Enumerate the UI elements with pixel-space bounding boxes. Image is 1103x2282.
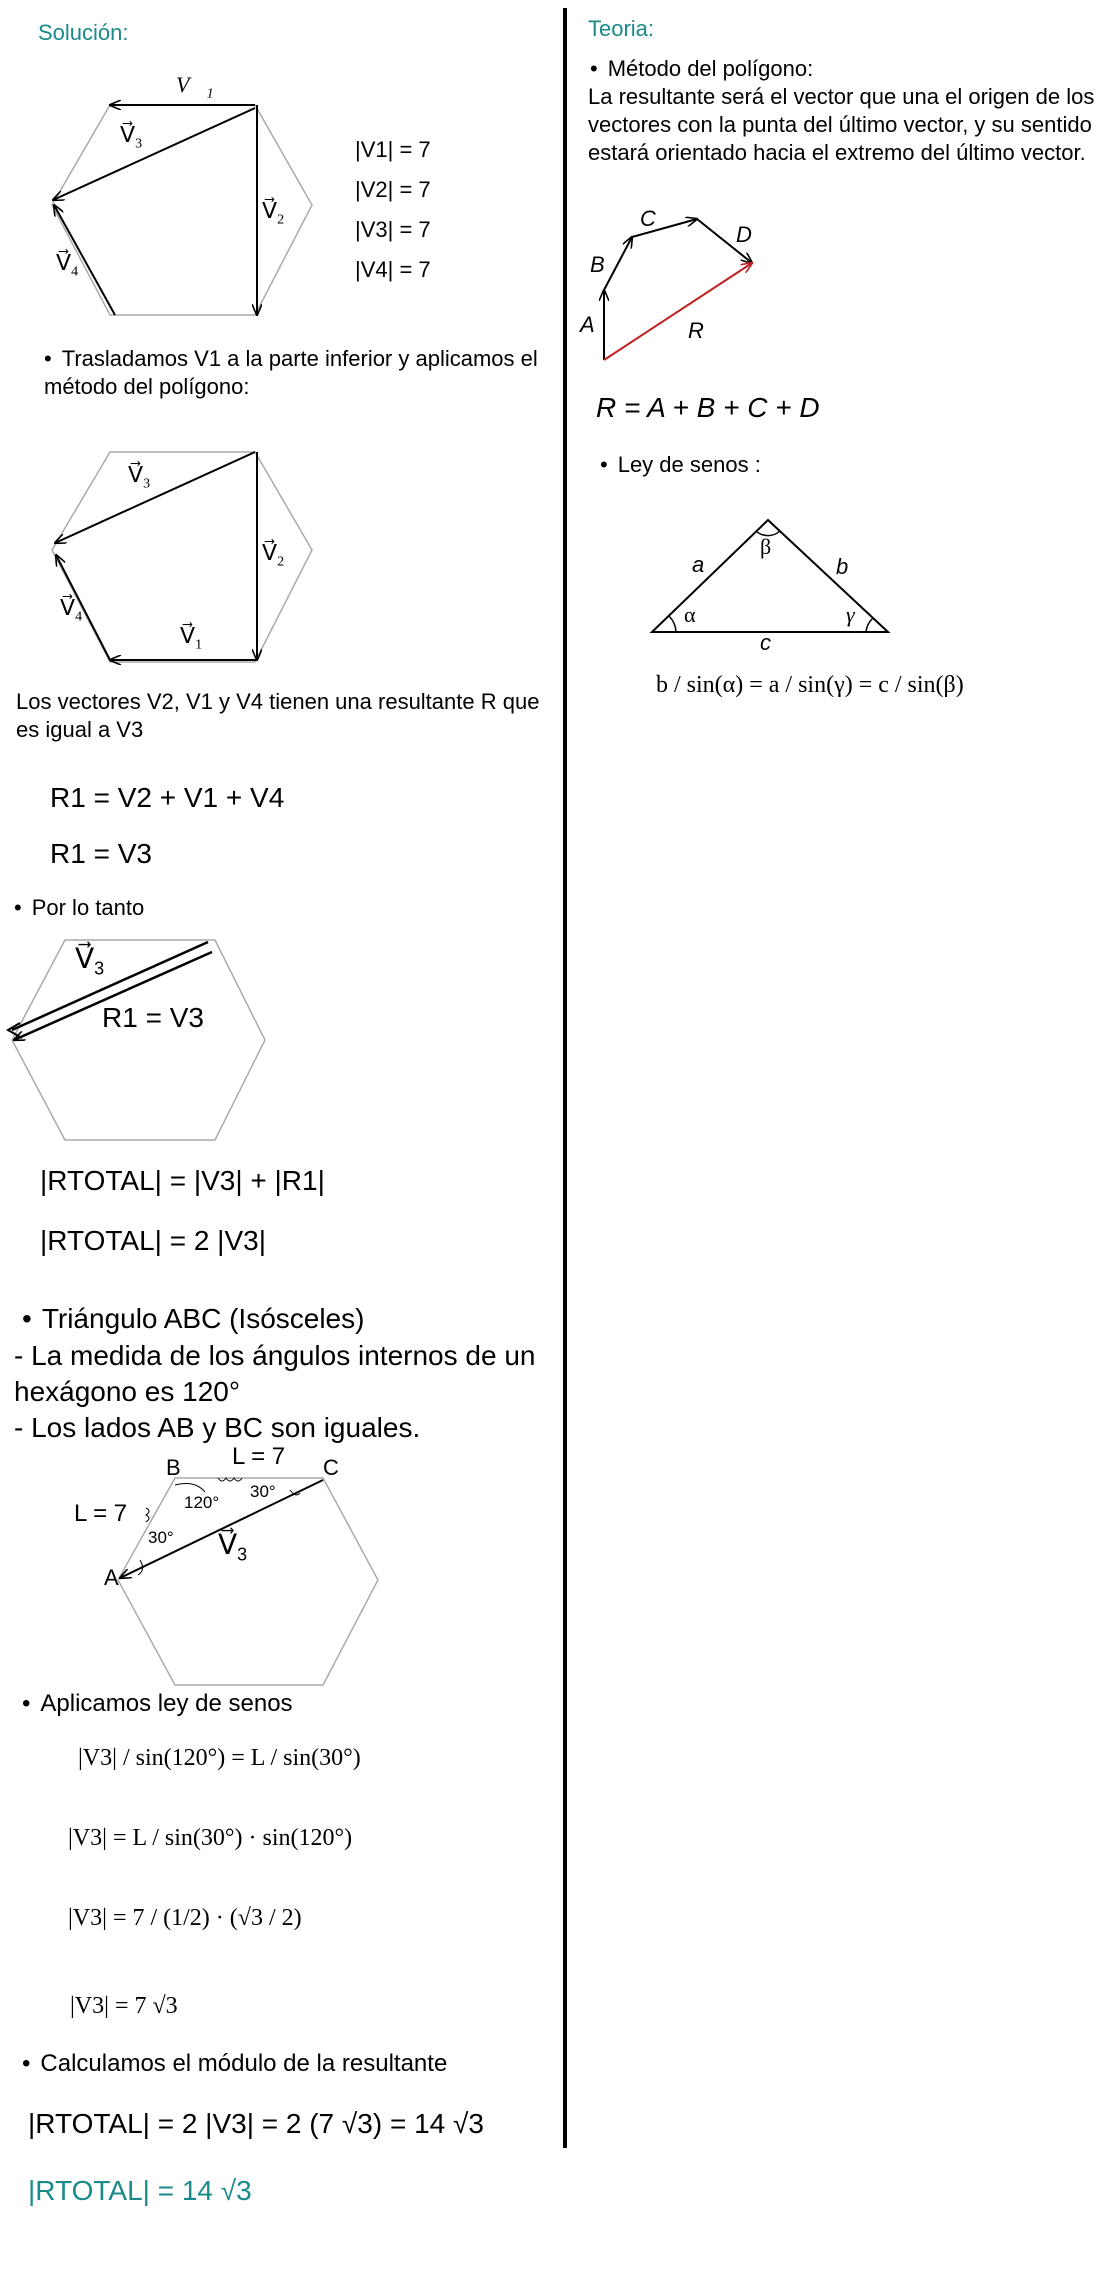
- ley-senos-title: • Ley de senos :: [600, 452, 761, 478]
- eq-ley-senos: b / sin(α) = a / sin(γ) = c / sin(β): [656, 672, 964, 698]
- poly-label-d: D: [736, 222, 752, 247]
- label-30a: 30°: [148, 1528, 174, 1547]
- poly-label-c: C: [640, 206, 656, 231]
- label-v3: $V⃗_3$: [120, 122, 143, 152]
- magnitude-v1: |V1| = 7: [355, 137, 431, 162]
- teoria-heading: Teoria:: [588, 16, 655, 41]
- eq-r1-sum: R1 = V2 + V1 + V4: [50, 782, 285, 813]
- metodo-title: • Método del polígono:: [590, 56, 813, 82]
- eq-r-sum: R = A + B + C + D: [596, 392, 820, 423]
- bullet-trasladamos: • Trasladamos V1 a la parte inferior y aplicamos el método del polígono:: [44, 345, 560, 401]
- eq-answer: |RTOTAL| = 14 √3: [28, 2175, 252, 2206]
- eq-seno-4: |V3| = 7 √3: [70, 1993, 178, 2019]
- vectores-text: Los vectores V2, V1 y V4 tienen una resultante R que es igual a V3: [16, 689, 540, 742]
- label3-v3: $V⃗_3$: [75, 943, 105, 979]
- triangulo-title: • Triángulo ABC (Isósceles): [22, 1303, 364, 1335]
- label-a: A: [104, 1565, 119, 1590]
- ley-senos-bullet: • Aplicamos ley de senos: [22, 1690, 293, 1718]
- label-30b: 30°: [250, 1482, 276, 1501]
- tri-label-gamma: γ: [846, 602, 855, 627]
- sine-law-triangle: [0, 0, 1103, 650]
- eq-r1-v3: R1 = V3: [50, 838, 152, 869]
- eq-total-2: |RTOTAL| = 2 |V3|: [40, 1225, 266, 1256]
- label4-v3: $V⃗_3$: [218, 1529, 248, 1565]
- label-v4: $V⃗_4$: [56, 250, 79, 280]
- triangulo-line2: - Los lados AB y BC son iguales.: [14, 1412, 421, 1443]
- label2-v4: $V⃗_4$: [60, 595, 83, 625]
- label-v1: $V⃗_1$: [176, 72, 214, 102]
- poly-label-b: B: [590, 252, 605, 277]
- tri-label-alpha: α: [684, 602, 696, 627]
- triangulo-line1: - La medida de los ángulos internos de un hexágono es 120°: [14, 1340, 536, 1407]
- label-c: C: [323, 1455, 339, 1480]
- label-v2: $V⃗_2$: [262, 198, 285, 228]
- por-lo-tanto: • Por lo tanto: [14, 895, 144, 921]
- calculamos-bullet: • Calculamos el módulo de la resultante: [22, 2050, 447, 2078]
- magnitude-v4: |V4| = 7: [355, 257, 431, 282]
- label-r1-v3: R1 = V3: [102, 1002, 204, 1033]
- label-120: 120°: [184, 1493, 220, 1512]
- metodo-text: La resultante será el vector que una el origen de los vectores con la punta del último vector, y su sentido estará orientado hacia el extremo del último vector.: [588, 84, 1095, 165]
- eq-total-1: |RTOTAL| = |V3| + |R1|: [40, 1165, 325, 1196]
- label2-v3: $V⃗_3$: [128, 462, 151, 492]
- eq-seno-2: |V3| = L / sin(30°) · sin(120°): [68, 1825, 353, 1851]
- poly-label-a: A: [580, 312, 595, 337]
- magnitude-v2: |V2| = 7: [355, 177, 431, 202]
- tri-label-beta: β: [760, 534, 772, 559]
- magnitude-v3: |V3| = 7: [355, 217, 431, 242]
- label-l-left: L = 7: [74, 1500, 128, 1527]
- tri-label-b: b: [836, 554, 849, 579]
- eq-final: |RTOTAL| = 2 |V3| = 2 (7 √3) = 14 √3: [28, 2108, 484, 2139]
- label2-v2: $V⃗_2$: [262, 540, 285, 570]
- solucion-heading: Solución:: [38, 20, 129, 45]
- label2-v1: $V⃗_1$: [180, 623, 203, 653]
- label-b: B: [166, 1455, 181, 1480]
- tri-label-c: c: [760, 630, 771, 655]
- eq-seno-1: |V3| / sin(120°) = L / sin(30°): [78, 1745, 361, 1771]
- eq-seno-3: |V3| = 7 / (1/2) · (√3 / 2): [68, 1905, 302, 1931]
- tri-label-a: a: [692, 552, 705, 577]
- poly-label-r: R: [688, 318, 704, 343]
- label-l-top: L = 7: [232, 1443, 286, 1470]
